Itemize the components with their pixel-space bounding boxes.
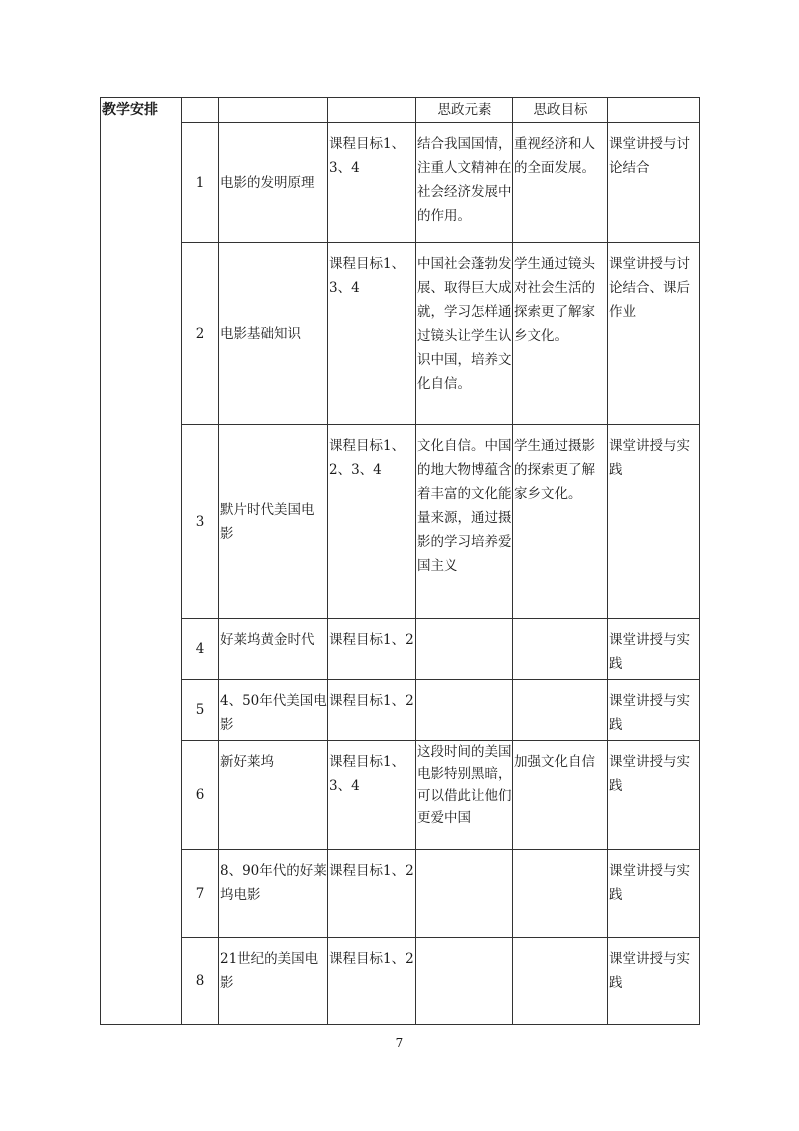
header-ideological-objective: 思政目标 [513,98,608,123]
ideological-objective: 加强文化自信 [513,741,608,850]
lesson-title: 电影的发明原理 [219,123,328,243]
course-goals: 课程目标1、3、4 [328,243,416,425]
course-goals: 课程目标1、2 [328,850,416,938]
ideological-element [416,938,513,1025]
table-row [101,741,700,850]
table-row [101,243,700,425]
lesson-title: 电影基础知识 [219,243,328,425]
teaching-method: 课堂讲授与实践 [608,741,700,850]
table-row [101,425,700,619]
ideological-objective [513,680,608,741]
ideological-element: 中国社会蓬勃发展、取得巨大成就，学习怎样通过镜头让学生认识中国，培养文化自信。 [416,243,513,425]
table-row [101,680,700,741]
lesson-title: 好莱坞黄金时代 [219,619,328,680]
ideological-element [416,619,513,680]
lesson-title: 新好莱坞 [219,741,328,850]
teaching-method: 课堂讲授与实践 [608,850,700,938]
row-number: 5 [182,680,219,741]
teaching-schedule-table [100,97,700,1025]
header-cell-goals [328,98,416,123]
header-ideological-element: 思政元素 [416,98,513,123]
course-goals: 课程目标1、3、4 [328,741,416,850]
teaching-method: 课堂讲授与讨论结合 [608,123,700,243]
teaching-method: 课堂讲授与实践 [608,938,700,1025]
course-goals: 课程目标1、2 [328,938,416,1025]
ideological-element: 结合我国国情，注重人文精神在社会经济发展中的作用。 [416,123,513,243]
course-goals: 课程目标1、2 [328,619,416,680]
table-row [101,938,700,1025]
header-cell-method [608,98,700,123]
ideological-objective [513,938,608,1025]
ideological-element [416,680,513,741]
ideological-objective: 重视经济和人的全面发展。 [513,123,608,243]
row-number: 8 [182,938,219,1025]
row-number: 1 [182,123,219,243]
ideological-objective: 学生通过摄影的探索更了解家乡文化。 [513,425,608,619]
course-goals: 课程目标1、2、3、4 [328,425,416,619]
lesson-title: 4、50年代美国电影 [219,680,328,741]
page-number: 7 [395,1036,404,1050]
row-number: 3 [182,425,219,619]
table-row [101,619,700,680]
ideological-element: 文化自信。中国的地大物博蕴含着丰富的文化能量来源，通过摄影的学习培养爱国主义 [416,425,513,619]
teaching-method: 课堂讲授与实践 [608,619,700,680]
lesson-title: 21世纪的美国电影 [219,938,328,1025]
ideological-objective [513,619,608,680]
ideological-element: 这段时间的美国电影特别黑暗，可以借此让他们更爱中国 [416,741,513,850]
section-label: 教学安排 [101,98,182,1025]
table-row [101,123,700,243]
ideological-objective [513,850,608,938]
teaching-method: 课堂讲授与实践 [608,680,700,741]
course-goals: 课程目标1、2 [328,680,416,741]
row-number: 4 [182,619,219,680]
row-number: 6 [182,741,219,850]
header-cell-number [182,98,219,123]
lesson-title: 默片时代美国电影 [219,425,328,619]
ideological-element [416,850,513,938]
teaching-method: 课堂讲授与讨论结合、课后作业 [608,243,700,425]
header-cell-title [219,98,328,123]
course-goals: 课程目标1、3、4 [328,123,416,243]
row-number: 2 [182,243,219,425]
row-number: 7 [182,850,219,938]
ideological-objective: 学生通过镜头对社会生活的探索更了解家乡文化。 [513,243,608,425]
teaching-method: 课堂讲授与实践 [608,425,700,619]
table-row [101,850,700,938]
header-row [101,98,700,123]
lesson-title: 8、90年代的好莱坞电影 [219,850,328,938]
